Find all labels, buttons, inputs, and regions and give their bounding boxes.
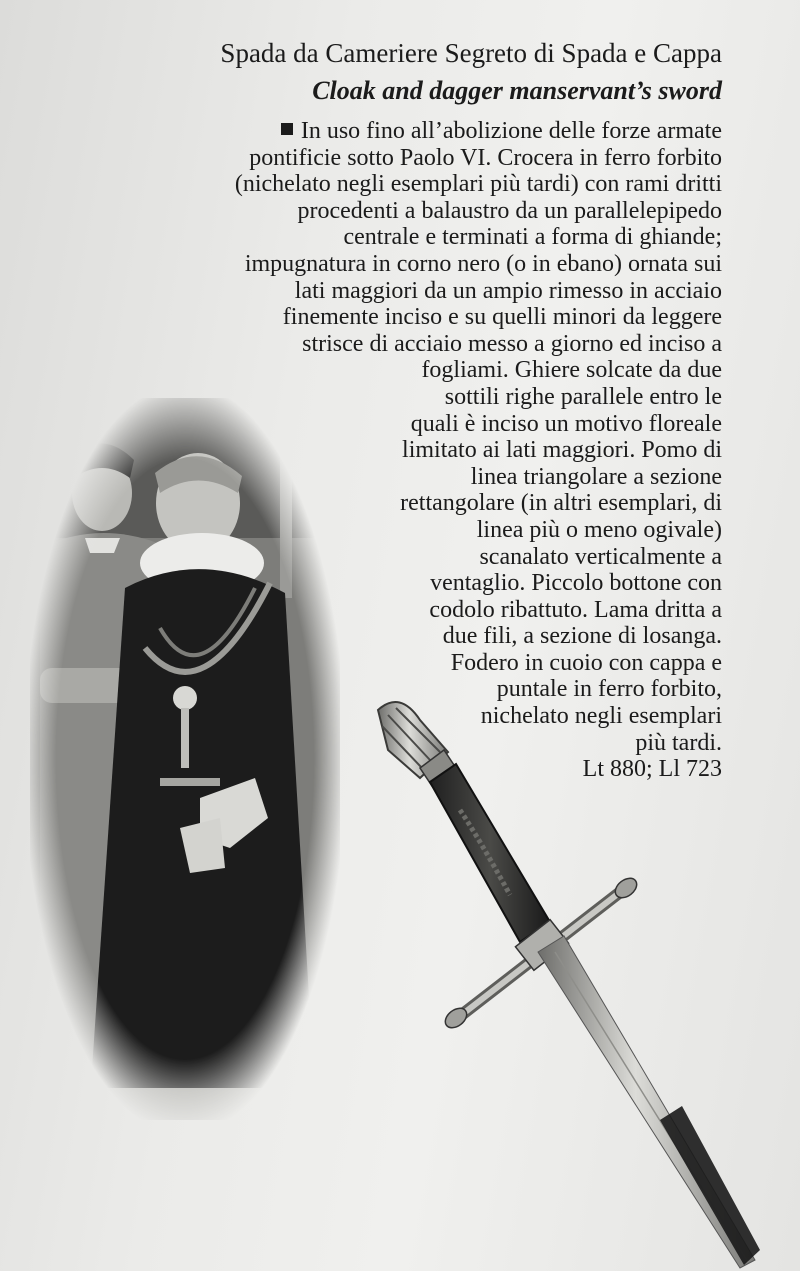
description-line: scanalato verticalmente a (479, 543, 722, 570)
square-bullet-icon (281, 123, 293, 135)
description-line: ventaglio. Piccolo bottone con (430, 570, 722, 597)
entry-title: Spada da Cameriere Segreto di Spada e Cappa (220, 38, 722, 68)
description-line: pontificie sotto Paolo VI. Crocera in ferro forbito (249, 144, 722, 171)
entry-subtitle: Cloak and dagger manservant’s sword (312, 76, 722, 105)
description-line: sottili righe parallele entro le (444, 383, 722, 410)
sword-illustration (360, 690, 780, 1271)
description-line: rettangolare (in altri esemplari, di (400, 490, 722, 517)
description-line: nichelato negli esemplari (480, 703, 722, 730)
description-line: Fodero in cuoio con cappa e (450, 649, 722, 676)
description-line: (nichelato negli esemplari più tardi) con rami dritti (234, 171, 722, 198)
description-line: puntale in ferro forbito, (496, 676, 722, 703)
historical-photo (30, 398, 340, 1120)
description-line: linea più o meno ogivale) (476, 516, 722, 543)
description-line: finemente inciso e su quelli minori da leggere (282, 304, 722, 331)
sword-grip (430, 764, 550, 942)
description-line: limitato ai lati maggiori. Pomo di (402, 437, 722, 464)
description-line: impugnatura in corno nero (o in ebano) ornata sui (244, 250, 722, 277)
description-line: procedenti a balaustro da un parallelepipedo (297, 197, 722, 224)
description-line: fogliami. Ghiere solcate da due (421, 357, 722, 384)
description-line: In uso fino all’abolizione delle forze armate (235, 118, 722, 145)
description-line: due fili, a sezione di losanga. (442, 623, 722, 650)
description-line: più tardi. (635, 729, 722, 756)
description-line: lati maggiori da un ampio rimesso in acciaio (294, 277, 722, 304)
description-line: linea triangolare a sezione (470, 463, 722, 490)
dimensions-line: Lt 880; Ll 723 (582, 756, 722, 783)
description-line: centrale e terminati a forma di ghiande; (343, 224, 722, 251)
description-line: strisce di acciaio messo a giorno ed inciso a (302, 330, 722, 357)
description-line: codolo ribattuto. Lama dritta a (429, 596, 722, 623)
description-line: quali è inciso un motivo floreale (410, 410, 722, 437)
photo-figures (30, 398, 340, 1120)
